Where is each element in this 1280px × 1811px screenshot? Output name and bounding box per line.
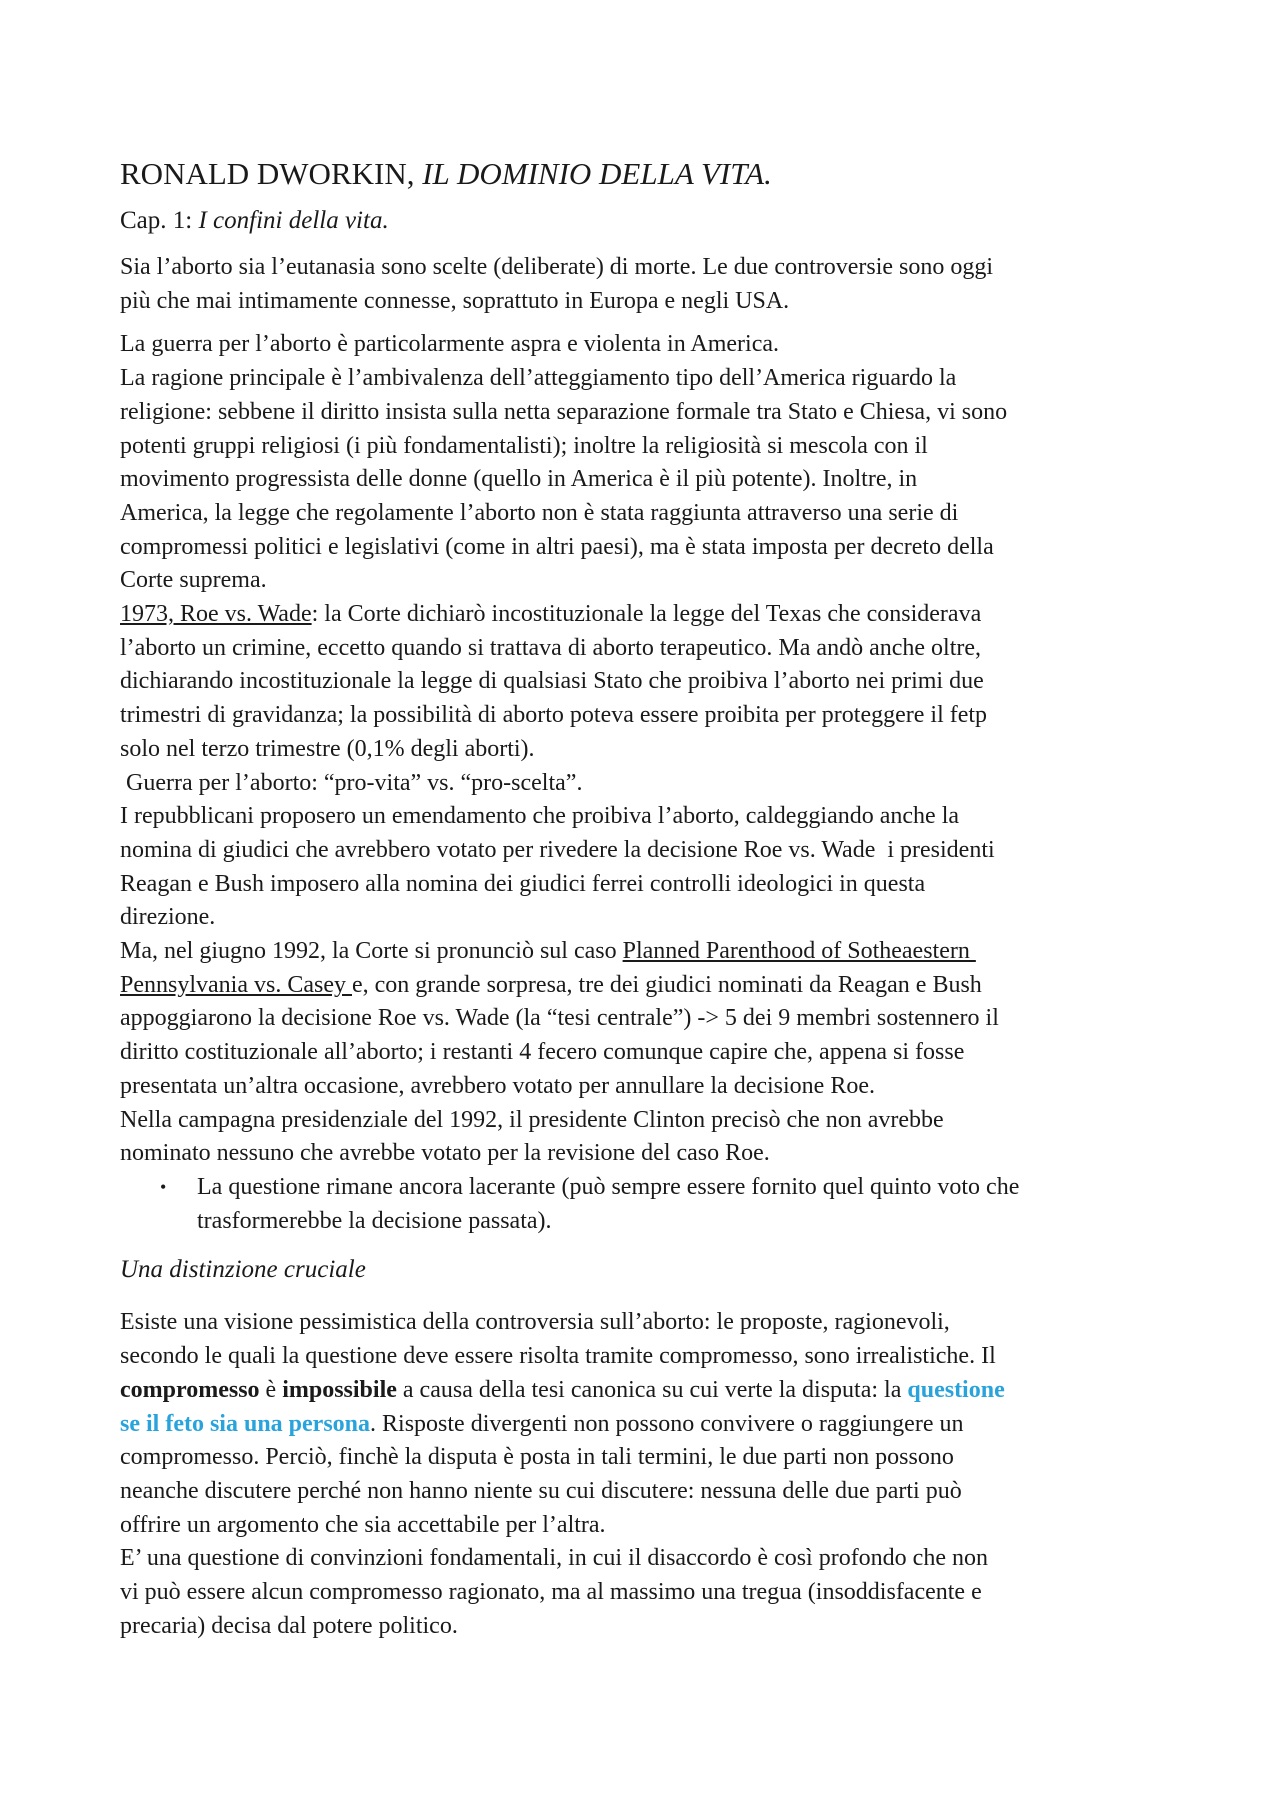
chapter-name: I confini della vita. bbox=[198, 207, 389, 234]
text-line: trasformerebbe la decisione passata). bbox=[197, 1207, 552, 1234]
paragraph-intro bbox=[120, 251, 1160, 318]
text-line: E’ una questione di convinzioni fondamentali, in cui il disaccordo è così profondo che non bbox=[120, 1545, 988, 1572]
text-line: Guerra per l’aborto: “pro-vita” vs. “pro-scelta”. bbox=[120, 769, 583, 796]
text-line: compromesso. Perciò, finchè la disputa è posta in tali termini, le due parti non possono bbox=[120, 1444, 954, 1471]
text-line: nominato nessuno che avrebbe votato per la revisione del caso Roe. bbox=[120, 1140, 770, 1167]
text-line: appoggiarono la decisione Roe vs. Wade (la “tesi centrale”) -> 5 dei 9 membri sostennero il bbox=[120, 1005, 999, 1032]
document-title bbox=[120, 155, 1160, 193]
bullet-icon: • bbox=[160, 1176, 167, 1197]
text-line: vi può essere alcun compromesso ragionato, ma al massimo una tregua (insoddisfacente e bbox=[120, 1579, 982, 1606]
text-line: neanche discutere perché non hanno niente su cui discutere: nessuna delle due parti può bbox=[120, 1477, 962, 1504]
text-fragment: : la Corte dichiarò incostituzionale la legge del Texas che considerava bbox=[311, 601, 982, 628]
highlighted-term: questione bbox=[907, 1376, 1005, 1403]
text-line: Corte suprema. bbox=[120, 567, 267, 594]
text-line: Reagan e Bush imposero alla nomina dei giudici ferrei controlli ideologici in questa bbox=[120, 870, 926, 897]
text-line bbox=[120, 935, 1160, 969]
text-line: solo nel terzo trimestre (0,1% degli aborti). bbox=[120, 735, 535, 762]
text-line: Nella campagna presidenziale del 1992, il presidente Clinton precisò che non avrebbe bbox=[120, 1106, 944, 1133]
paragraph-abortion-war bbox=[120, 328, 1160, 598]
chapter-prefix: Cap. 1: bbox=[120, 207, 199, 234]
text-line: America, la legge che regolamente l’aborto non è stata raggiunta attraverso una serie di bbox=[120, 499, 959, 526]
text-line: La questione rimane ancora lacerante (può sempre essere fornito quel quinto voto che bbox=[197, 1173, 1020, 1200]
paragraph-casey bbox=[120, 935, 1160, 1171]
text-line: I repubblicani proposero un emendamento che proibiva l’aborto, caldeggiando anche la bbox=[120, 803, 960, 830]
highlighted-term: se il feto sia una persona bbox=[120, 1410, 371, 1437]
bold-term: impossibile bbox=[282, 1376, 397, 1403]
text-line bbox=[120, 598, 1160, 632]
chapter-heading bbox=[120, 205, 1160, 237]
text-line: presentata un’altra occasione, avrebbero votato per annullare la decisione Roe. bbox=[120, 1072, 875, 1099]
text-line: offrire un argomento che sia accettabile per l’altra. bbox=[120, 1511, 606, 1538]
case-planned-parenthood: Planned Parenthood of Sotheaestern bbox=[622, 938, 976, 965]
paragraph-distinction bbox=[120, 1306, 1160, 1643]
case-roe-wade: 1973, Roe vs. Wade bbox=[120, 601, 312, 628]
text-line: La ragione principale è l’ambivalenza dell’atteggiamento tipo dell’America riguardo la bbox=[120, 365, 957, 392]
case-casey: Pennsylvania vs. Casey bbox=[120, 971, 352, 998]
title-author: RONALD DWORKIN, bbox=[120, 156, 423, 191]
text-fragment: a causa della tesi canonica su cui verte la disputa: la bbox=[396, 1376, 908, 1403]
text-line: movimento progressista delle donne (quello in America è il più potente). Inoltre, in bbox=[120, 466, 918, 493]
text-line: La guerra per l’aborto è particolarmente aspra e violenta in America. bbox=[120, 331, 780, 358]
paragraph-roe-wade bbox=[120, 598, 1160, 935]
text-fragment: Ma, nel giugno 1992, la Corte si pronunciò sul caso bbox=[120, 938, 623, 965]
text-fragment: è bbox=[259, 1376, 283, 1403]
text-fragment: e, con grande sorpresa, tre dei giudici nominati da Reagan e Bush bbox=[351, 971, 982, 998]
text-line: potenti gruppi religiosi (i più fondamentalisti); inoltre la religiosità si mescola con il bbox=[120, 432, 928, 459]
text-line: più che mai intimamente connesse, soprattuto in Europa e negli USA. bbox=[120, 287, 790, 314]
text-line: Esiste una visione pessimistica della controversia sull’aborto: le proposte, ragionevoli, bbox=[120, 1309, 950, 1336]
text-line: religione: sebbene il diritto insista sulla netta separazione formale tra Stato e Chiesa, vi sono bbox=[120, 398, 1008, 425]
section-heading: Una distinzione cruciale bbox=[120, 1256, 366, 1284]
text-fragment: . Risposte divergenti non possono convivere o raggiungere un bbox=[370, 1410, 964, 1437]
bullet-list bbox=[120, 1171, 1160, 1238]
text-line: precaria) decisa dal potere politico. bbox=[120, 1612, 458, 1639]
bold-term: compromesso bbox=[120, 1376, 260, 1403]
text-line: diritto costituzionale all’aborto; i restanti 4 fecero comunque capire che, appena si fosse bbox=[120, 1039, 965, 1066]
text-line: direzione. bbox=[120, 904, 216, 931]
text-line: secondo le quali la questione deve essere risolta tramite compromesso, sono irrealistiche. Il bbox=[120, 1343, 996, 1370]
text-line bbox=[120, 1374, 1160, 1408]
title-work: IL DOMINIO DELLA VITA. bbox=[422, 156, 772, 191]
text-line bbox=[120, 1408, 1160, 1442]
text-line: trimestri di gravidanza; la possibilità di aborto poteva essere proibita per proteggere il fetp bbox=[120, 702, 988, 729]
text-line: compromessi politici e legislativi (come in altri paesi), ma è stata imposta per decreto della bbox=[120, 533, 994, 560]
list-item bbox=[120, 1171, 1160, 1238]
text-line: dichiarando incostituzionale la legge di qualsiasi Stato che proibiva l’aborto nei primi due bbox=[120, 668, 984, 695]
text-line: l’aborto un crimine, eccetto quando si trattava di aborto terapeutico. Ma andò anche oltre, bbox=[120, 634, 981, 661]
text-line: nomina di giudici che avrebbero votato per rivedere la decisione Roe vs. Wade i presidenti bbox=[120, 836, 995, 863]
text-line bbox=[120, 969, 1160, 1003]
text-line: Sia l’aborto sia l’eutanasia sono scelte (deliberate) di morte. Le due controversie sono oggi bbox=[120, 254, 994, 280]
